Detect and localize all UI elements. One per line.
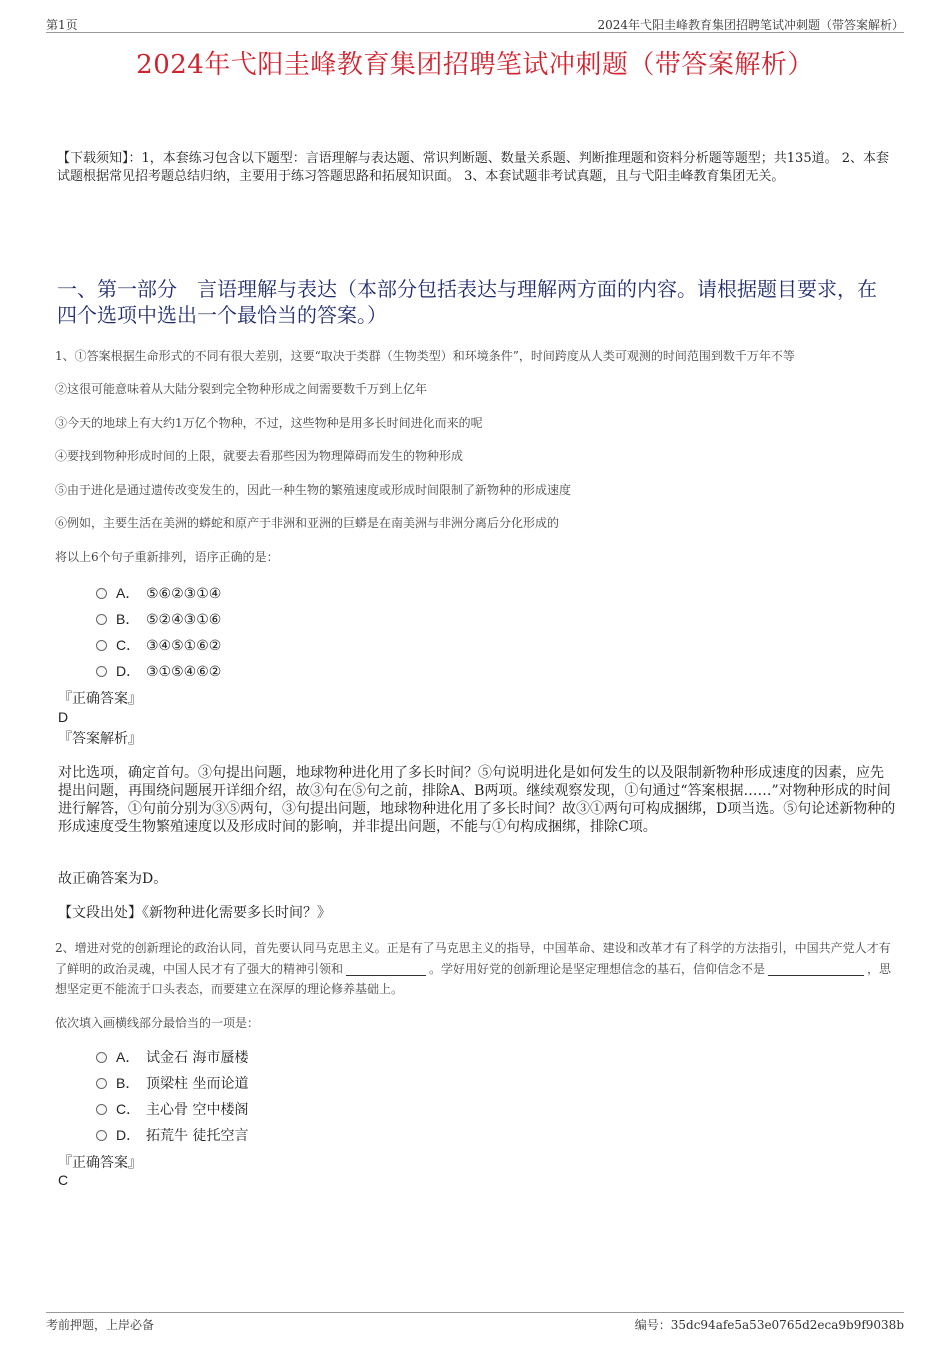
q2-text: 2、增进对党的创新理论的政治认同，首先要认同马克思主义。正是有了马克思主义的指导，中国革命、建设和改革才有了科学的方法指引，中国共产党人才有了鲜明的政治灵魂，中国人民才有了强大的精神引领和 。学好用好党的创新理论是坚定理想信念的基石，信仰信念不是 ，思想坚定更不能流于口头表态，而要建立在深厚的理论修养基础上。	[55, 941, 892, 996]
fill-blank	[768, 963, 864, 976]
q2-prompt: 依次填入画横线部分最恰当的一项是：	[55, 1016, 260, 1030]
q2-answer-label: 『正确答案』	[58, 1155, 142, 1171]
radio-icon[interactable]	[96, 666, 107, 677]
q1-sentence-4: ④要找到物种形成时间的上限，就要去看那些因为物理障碍而发生的物种形成	[55, 449, 464, 463]
section-heading: 一、第一部分 言语理解与表达（本部分包括表达与理解两方面的内容。请根据题目要求，在四个选项中选出一个最恰当的答案。）	[57, 277, 877, 327]
q1-sentence-6: ⑥例如，主要生活在美洲的蟒蛇和原产于非洲和亚洲的巨蟒是在南美洲与非洲分离后分化形成的	[55, 516, 560, 530]
q1-source: 【文段出处】《新物种进化需要多长时间？》	[58, 905, 331, 921]
radio-icon[interactable]	[96, 1052, 107, 1063]
q2-answer: C	[58, 1172, 69, 1188]
q1-answer: D	[58, 709, 69, 725]
q1-option-b[interactable]: B． ⑤②④③①⑥	[96, 609, 221, 629]
q1-sentence-5: ⑤由于进化是通过遗传改变发生的，因此一种生物的繁殖速度或形成时间限制了新物种的形成速度	[55, 483, 572, 497]
q1-answer-label: 『正确答案』	[58, 691, 142, 707]
header-doc-title: 2024年弋阳圭峰教育集团招聘笔试冲刺题（带答案解析）	[597, 18, 904, 32]
radio-icon[interactable]	[96, 1130, 107, 1141]
radio-icon[interactable]	[96, 640, 107, 651]
q1-option-a[interactable]: A． ⑤⑥②③①④	[96, 583, 221, 603]
q1-analysis-label: 『答案解析』	[58, 731, 142, 747]
page-title: 2024年弋阳圭峰教育集团招聘笔试冲刺题（带答案解析）	[136, 50, 814, 80]
page-header	[46, 14, 904, 33]
q1-sentence-1: 1、①答案根据生命形式的不同有很大差别，这要“取决于类群（生物类型）和环境条件”，时间跨度从人类可观测的时间范围到数千万年不等	[55, 349, 795, 363]
q2-option-c[interactable]: C． 主心骨 空中楼阁	[96, 1099, 248, 1119]
fill-blank	[346, 963, 426, 976]
footer-slogan: 考前押题，上岸必备	[46, 1318, 155, 1332]
q1-analysis: 对比选项，确定首句。③句提出问题，地球物种进化用了多长时间？⑤句说明进化是如何发生的以及限制新物种形成速度的因素，应先提出问题，再围绕问题展开详细介绍，故③句在⑤句之前，排除A、B两项。继续观察发现，①句通过“答案根据……”对物种形成的时间进行解答，①句前分别为③⑤两句，③句提出问题，地球物种进化用了多长时间？故③①两句可构成捆绑，D项当选。⑤句论述新物种的形成速度受生物繁殖速度以及形成时间的影响，并非提出问题，不能与①句构成捆绑，排除C项。	[58, 765, 896, 835]
q1-prompt: 将以上6个句子重新排列，语序正确的是：	[55, 550, 279, 564]
radio-icon[interactable]	[96, 1078, 107, 1089]
q1-sentence-3: ③今天的地球上有大约1万亿个物种，不过，这些物种是用多长时间进化而来的呢	[55, 416, 483, 430]
download-notice: 【下载须知】：1，本套练习包含以下题型：言语理解与表达题、常识判断题、数量关系题、判断推理题和资料分析题等题型；共135道。 2、本套试题根据常见招考题总结归纳，主要用于练习答题思路和拓展知识面。 3、本套试题非考试真题，且与弋阳圭峰教育集团无关。	[57, 151, 889, 184]
q1-sentence-2: ②这很可能意味着从大陆分裂到完全物种形成之间需要数千万到上亿年	[55, 382, 428, 396]
page-footer	[46, 1312, 904, 1332]
q2-option-d[interactable]: D． 拓荒牛 徒托空言	[96, 1125, 248, 1145]
q2-option-b[interactable]: B． 顶梁柱 坐而论道	[96, 1073, 248, 1093]
q2-option-a[interactable]: A． 试金石 海市蜃楼	[96, 1047, 248, 1067]
q1-option-c[interactable]: C． ③④⑤①⑥②	[96, 635, 221, 655]
radio-icon[interactable]	[96, 1104, 107, 1115]
footer-doc-id: 编号：35dc94afe5a53e0765d2eca9b9f9038b	[634, 1318, 904, 1332]
page-number: 第1页	[46, 18, 78, 32]
radio-icon[interactable]	[96, 614, 107, 625]
q1-conclusion: 故正确答案为D。	[58, 871, 168, 887]
q1-option-d[interactable]: D． ③①⑤④⑥②	[96, 661, 221, 681]
radio-icon[interactable]	[96, 588, 107, 599]
